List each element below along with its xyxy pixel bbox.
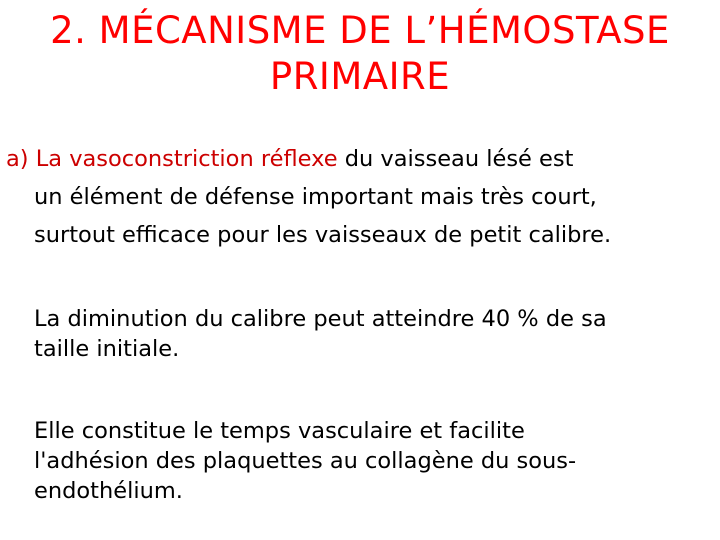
slide-title-line-1: 2. MÉCANISME DE L’HÉMOSTASE (50, 9, 670, 52)
paragraph-1-line-3: surtout efficace pour les vaisseaux de petit calibre. (34, 222, 612, 248)
paragraph-1-line-1-rest: du vaisseau lésé est (337, 146, 574, 172)
slide-title-line-2: PRIMAIRE (269, 55, 451, 98)
paragraph-2-line-1: La diminution du calibre peut atteindre 40 % de sa (34, 306, 607, 332)
paragraph-1-line-2: un élément de défense important mais très court, (34, 184, 597, 210)
paragraph-calibre-reduction (34, 304, 714, 364)
paragraph-3-line-3: endothélium. (34, 478, 183, 504)
paragraph-2-line-2: taille initiale. (34, 336, 180, 362)
paragraph-3-line-2: l'adhésion des plaquettes au collagène du sous- (34, 448, 577, 474)
vasoconstriction-label: a) La vasoconstriction réflexe (6, 146, 338, 172)
paragraph-vascular-time (34, 416, 714, 506)
paragraph-3-line-1: Elle constitue le temps vasculaire et facilite (34, 418, 525, 444)
slide-title (0, 8, 720, 100)
paragraph-1-line-1 (6, 140, 718, 178)
paragraph-vasoconstriction (6, 140, 718, 254)
